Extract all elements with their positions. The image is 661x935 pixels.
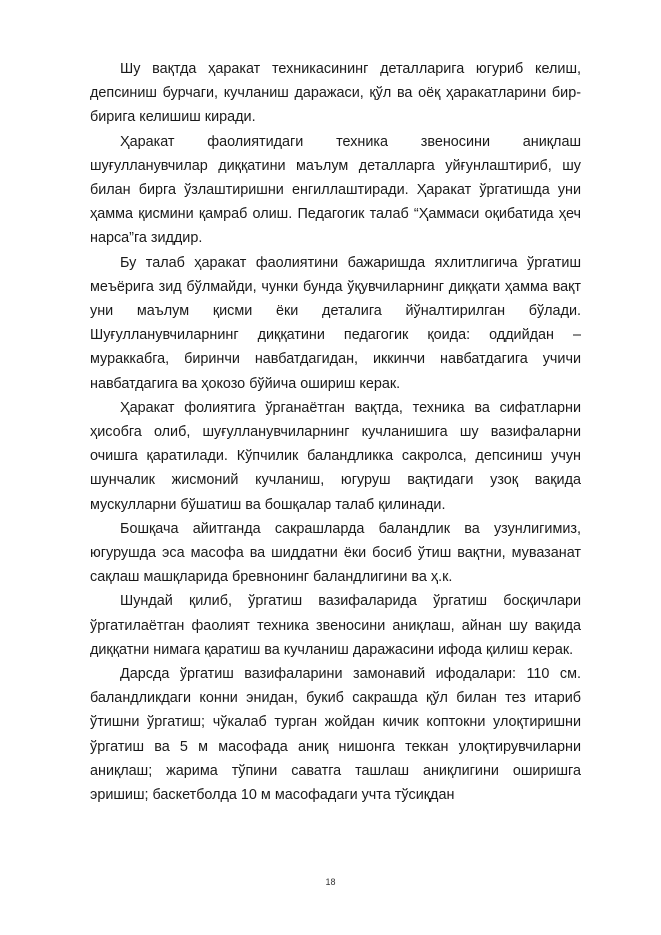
paragraph-7: Дарсда ўргатиш вазифаларини замонавий ифодалари: 110 см. баландликдаги конни энидан, букиб сакрашда қўл билан тез итариб ўтишни ўргатиш; чўкалаб турган жойдан кичик коптокни улоқтиришни ўргатиш ва 5 м масофада аниқ нишонга теккан улоқтирувчиларни аниқлаш; жарима тўпини саватга ташлаш аниқлигини оширишга эришиш; баскетболда 10 м масофадаги учта тўсиқдан (90, 666, 581, 804)
paragraph-2: Ҳаракат фаолиятидаги техника звеносини аниқлаш шуғулланувчилар диққатини маълум деталларга уйғунлаштириб, шу билан бирга ўзлаштиришни енгиллаштиради. Ҳаракат ўргатишда уни ҳамма қисмини қамраб олиш. Педагогик талаб “Ҳаммаси оқибатида ҳеч нарса”га зиддир. (90, 133, 581, 247)
paragraph-4: Ҳаракат фолиятига ўрганаётган вақтда, техника ва сифатларни ҳисобга олиб, шуғулланувчиларнинг кучланишига шу вазифаларни очишга қаратилади. Кўпчилик баландликка сакролса, депсиниш учун шунчалик жисмоний кучланиш, югуруш вақтидаги узоқ вақида мускулларни бўшатиш ва бошқалар талаб қилинади. (90, 399, 581, 513)
paragraph-6: Шундай қилиб, ўргатиш вазифаларида ўргатиш босқичлари ўргатилаётган фаолият техника звеносини аниқлаш, айнан шу вақида диққатни нимага қаратиш ва кучланиш даражасини ифода қилиш керак. (90, 593, 581, 658)
paragraph-3: Бу талаб ҳаракат фаолиятини бажаришда яхлитлигича ўргатиш меъёрига зид бўлмайди, чунки бунда ўқувчиларнинг диққати ҳамма вақт уни маълум қисми ёки деталига йўналтирилган бўлади. Шуғулланувчиларнинг диққатини педагогик қоида: оддийдан – мураккабга, биринчи навбатдагидан, иккинчи навбатдагига учичи навбатдагига ва ҳокозо бўйича ошириш керак. (90, 254, 581, 392)
paragraph-5: Бошқача айитганда сакрашларда баландлик ва узунлигимиз, югурушда эса масофа ва шиддатни ёки босиб ўтиш вақтни, мувазанат сақлаш машқларида бревнонинг баландлигини ва ҳ.к. (90, 520, 581, 586)
document-body (90, 57, 581, 807)
page-number: 18 (325, 877, 336, 887)
paragraph-1: Шу вақтда ҳаракат техникасининг деталларига югуриб келиш, депсиниш бурчаги, кучланиш даражаси, қўл ва оёқ ҳаракатларини бир-бирига келишиш киради. (90, 61, 581, 126)
